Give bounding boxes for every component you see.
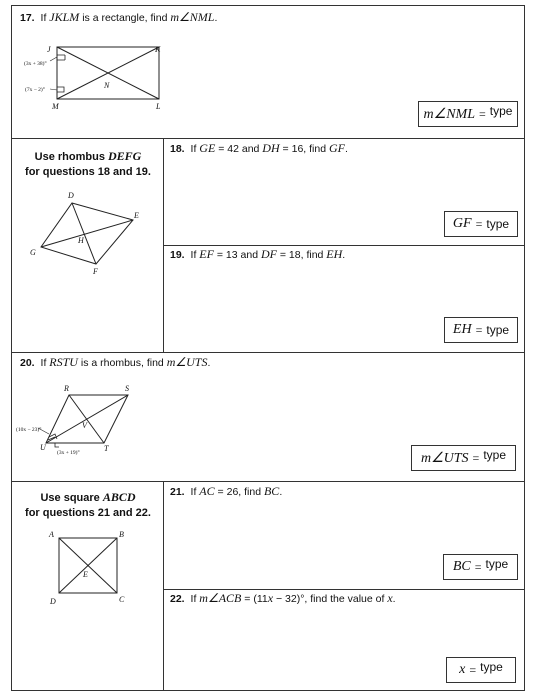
question-text: = (11 — [241, 593, 268, 605]
segment-name: DF — [260, 247, 277, 261]
question-number: 21. — [170, 486, 185, 498]
answer-box-20[interactable] — [411, 445, 516, 471]
vertex-label-j: J — [47, 45, 51, 54]
center-label-v: V — [82, 421, 87, 430]
question-text: If — [40, 12, 50, 24]
center-label-e: E — [83, 570, 88, 579]
answer-box-21[interactable] — [443, 554, 518, 580]
answer-label: EH — [452, 322, 472, 337]
question-21 — [170, 484, 282, 499]
angle-label-bottom: (3x + 19)° — [57, 450, 80, 456]
vertex-label-t: T — [104, 444, 109, 453]
shape-name: JKLM — [49, 10, 80, 24]
divider-square-col — [163, 481, 164, 691]
question-number: 19. — [170, 249, 185, 261]
question-18 — [170, 141, 348, 156]
target-angle: m∠NML — [170, 10, 215, 24]
question-text: . — [207, 357, 211, 369]
answer-equals: = — [472, 450, 480, 465]
question-text: is a rectangle, find — [79, 12, 171, 24]
question-text: If — [190, 249, 200, 261]
answer-equals: = — [474, 559, 482, 574]
segment-name: BC — [263, 484, 280, 498]
segment-name: EF — [199, 247, 214, 261]
variable-name: x — [387, 591, 393, 605]
answer-input[interactable]: type — [486, 323, 510, 337]
question-text: If — [190, 143, 200, 155]
vertex-label-k: K — [155, 45, 161, 54]
question-number: 17. — [20, 12, 35, 24]
answer-equals: = — [478, 106, 486, 121]
vertex-label-d: D — [68, 191, 74, 200]
vertex-label-l: L — [156, 102, 161, 111]
segment-name: DH — [262, 141, 280, 155]
question-text: = 16, find — [279, 143, 329, 155]
question-text: . — [342, 249, 346, 261]
answer-box-18[interactable] — [444, 211, 518, 237]
angle-name: m∠ACB — [199, 591, 242, 605]
answer-label: GF — [452, 216, 472, 231]
answer-label: x — [459, 662, 466, 677]
worksheet — [11, 5, 525, 691]
answer-label: m∠UTS — [420, 450, 469, 466]
question-text: . — [344, 143, 348, 155]
divider-q18-q19 — [163, 245, 524, 246]
angle-label-top: (10x − 23)° — [16, 427, 42, 433]
divider-q21-q22 — [163, 589, 524, 590]
segment-name: GE — [199, 141, 216, 155]
question-text: = 26, find — [214, 486, 264, 498]
vertex-label-g: G — [30, 248, 36, 257]
vertex-label-c: C — [119, 595, 125, 604]
vertex-label-d: D — [50, 597, 56, 606]
answer-equals: = — [475, 216, 483, 231]
answer-equals: = — [469, 662, 477, 677]
answer-input[interactable]: type — [486, 217, 510, 231]
question-text: . — [392, 593, 396, 605]
question-text: = 42 and — [215, 143, 263, 155]
square-abcd-diagram — [12, 6, 162, 616]
segment-name: AC — [199, 484, 215, 498]
caption-shape: ABCD — [102, 490, 136, 504]
question-text: If — [190, 593, 200, 605]
question-number: 18. — [170, 143, 185, 155]
caption-shape: DEFG — [108, 149, 142, 163]
answer-label: BC — [452, 559, 471, 574]
target-angle: m∠UTS — [166, 355, 208, 369]
answer-box-19[interactable] — [444, 317, 518, 343]
angle-label-bottom: (7x − 2)° — [25, 87, 45, 93]
vertex-label-u: U — [40, 443, 46, 452]
question-text: If — [190, 486, 200, 498]
center-label-h: H — [78, 236, 84, 245]
answer-box-17[interactable] — [418, 101, 518, 127]
question-text: . — [214, 12, 218, 24]
caption-text: Use square — [40, 492, 103, 504]
vertex-label-f: F — [93, 267, 98, 276]
question-text: = 13 and — [213, 249, 261, 261]
vertex-label-a: A — [49, 530, 54, 539]
question-text: is a rhombus, find — [77, 357, 167, 369]
answer-input[interactable]: type — [489, 104, 513, 118]
answer-input[interactable]: type — [480, 660, 503, 674]
angle-label-top: (3x + 38)° — [24, 61, 47, 67]
answer-input[interactable]: type — [483, 448, 507, 462]
answer-label: m∠NML — [423, 106, 475, 122]
segment-name: EH — [326, 247, 343, 261]
answer-input[interactable]: type — [485, 557, 509, 571]
vertex-label-e: E — [134, 211, 139, 220]
question-number: 22. — [170, 593, 185, 605]
shape-name: RSTU — [49, 355, 78, 369]
question-number: 20. — [20, 357, 35, 369]
question-22 — [170, 591, 396, 606]
vertex-label-b: B — [119, 530, 124, 539]
caption-text: for questions 18 and 19. — [25, 166, 151, 178]
vertex-label-s: S — [125, 384, 129, 393]
vertex-label-r: R — [64, 384, 69, 393]
caption-text: Use rhombus — [34, 151, 108, 163]
question-19 — [170, 247, 345, 262]
question-text: = 18, find — [276, 249, 327, 261]
segment-name: GF — [328, 141, 345, 155]
question-text: If — [40, 357, 50, 369]
question-text: . — [279, 486, 283, 498]
answer-equals: = — [475, 322, 483, 337]
question-text: − 32)°, find the value of — [273, 593, 388, 605]
caption-text: for questions 21 and 22. — [25, 507, 151, 519]
answer-box-22[interactable] — [446, 657, 516, 683]
center-label-n: N — [104, 81, 110, 90]
vertex-label-m: M — [52, 102, 59, 111]
variable-name: x — [267, 591, 274, 605]
